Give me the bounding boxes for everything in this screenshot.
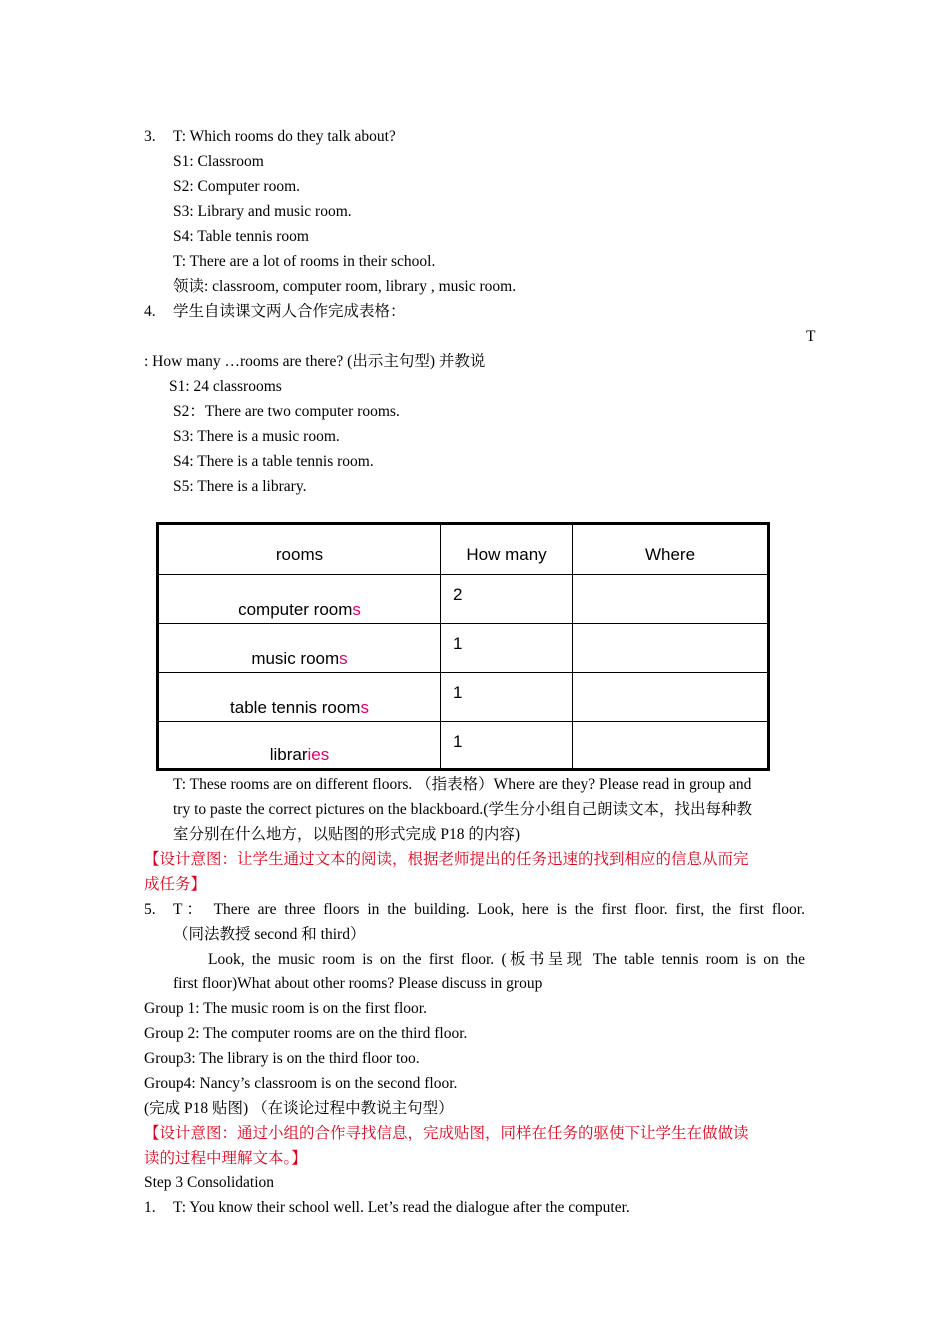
plural-suffix: s [352, 600, 361, 620]
dialogue-line: S3: Library and music room. [173, 203, 352, 220]
table-row [158, 672, 769, 721]
header-cell [158, 524, 441, 575]
table-row [158, 624, 769, 672]
where-cell [573, 672, 769, 721]
answer-line: S3: There is a music room. [173, 428, 340, 445]
count-cell [441, 721, 573, 769]
room-stem: music room [251, 648, 340, 668]
plural-suffix: ies [307, 745, 330, 764]
table-row [158, 721, 769, 769]
room-count: 2 [453, 585, 463, 605]
room-stem: table tennis room [230, 697, 361, 717]
design-intent-line: 【设计意图：让学生通过文本的阅读，根据老师提出的任务迅速的找到相应的信息从而完 [144, 851, 749, 868]
where-cell [573, 624, 769, 672]
group-line: Group 1: The music room is on the first floor. [144, 1000, 427, 1017]
design-intent-line: 成任务】 [144, 876, 207, 893]
table-header-row [158, 524, 769, 575]
speaker-label: T [806, 328, 816, 345]
instruction-line: 学生自读课文两人合作完成表格： [173, 303, 406, 320]
table-row [158, 575, 769, 624]
header-rooms: rooms [275, 545, 324, 564]
room-count: 1 [453, 731, 463, 751]
room-cell [158, 624, 441, 672]
dialogue-line: S1: Classroom [173, 153, 264, 170]
note-line: (完成 P18 贴图) （在谈论过程中教说主句型） [144, 1100, 454, 1117]
dialogue-line: T: There are a lot of rooms in their school. [173, 253, 436, 270]
rooms-table [156, 522, 770, 771]
section-heading: Step 3 Consolidation [144, 1174, 275, 1191]
paragraph-line: T： There are three floors in the building. Look, here is the first floor. first, the first floor. [173, 901, 805, 918]
answer-line: S1: 24 classrooms [169, 378, 282, 395]
answer-line: S4: There is a table tennis room. [173, 453, 374, 470]
header-where: Where [644, 545, 696, 564]
count-cell [441, 575, 573, 624]
count-cell [441, 624, 573, 672]
group-line: Group 2: The computer rooms are on the third floor. [144, 1025, 468, 1042]
paragraph-line: T: You know their school well. Let’s read the dialogue after the computer. [173, 1199, 630, 1216]
paragraph-line: first floor)What about other rooms? Please discuss in group [173, 975, 543, 992]
where-cell [573, 575, 769, 624]
room-cell [158, 721, 441, 769]
answer-line: S2：There are two computer rooms. [173, 403, 400, 420]
item-number: 3. [144, 128, 156, 145]
room-stem: librar [269, 745, 308, 764]
room-count: 1 [453, 682, 463, 702]
question-line: : How many …rooms are there? (出示主句型) 并教说 [144, 353, 486, 370]
room-cell [158, 672, 441, 721]
room-count: 1 [453, 634, 463, 654]
plural-suffix: s [360, 697, 369, 717]
item-number: 4. [144, 303, 156, 320]
header-how-many: How many [466, 545, 547, 564]
paragraph-line: T: These rooms are on different floors. （指表格）Where are they? Please read in group and [173, 776, 752, 793]
group-line: Group4: Nancy’s classroom is on the second floor. [144, 1075, 458, 1092]
paragraph-line: （同法教授 second 和 third） [173, 926, 366, 943]
where-cell [573, 721, 769, 769]
item-number: 1. [144, 1199, 156, 1216]
paragraph-line: 室分别在什么地方，以贴图的形式完成 P18 的内容) [173, 826, 521, 843]
answer-line: S5: There is a library. [173, 478, 307, 495]
item-number: 5. [144, 901, 156, 918]
count-cell [441, 672, 573, 721]
header-cell [573, 524, 769, 575]
group-line: Group3: The library is on the third floor too. [144, 1050, 420, 1067]
design-intent-line: 读的过程中理解文本。】 [144, 1150, 307, 1167]
dialogue-line: 领读: classroom, computer room, library , music room. [173, 278, 517, 295]
dialogue-line: S4: Table tennis room [173, 228, 309, 245]
design-intent-line: 【设计意图：通过小组的合作寻找信息，完成贴图，同样在任务的驱使下让学生在做做读 [144, 1125, 749, 1142]
room-stem: computer room [238, 600, 353, 620]
paragraph-line: Look, the music room is on the first floor. (板书呈现 The table tennis room is on the [208, 951, 805, 968]
dialogue-line: T: Which rooms do they talk about? [173, 128, 396, 145]
dialogue-line: S2: Computer room. [173, 178, 301, 195]
header-cell [441, 524, 573, 575]
plural-suffix: s [339, 648, 348, 668]
room-cell [158, 575, 441, 624]
paragraph-line: try to paste the correct pictures on the blackboard.(学生分小组自己朗读文本，找出每种教 [173, 801, 752, 818]
